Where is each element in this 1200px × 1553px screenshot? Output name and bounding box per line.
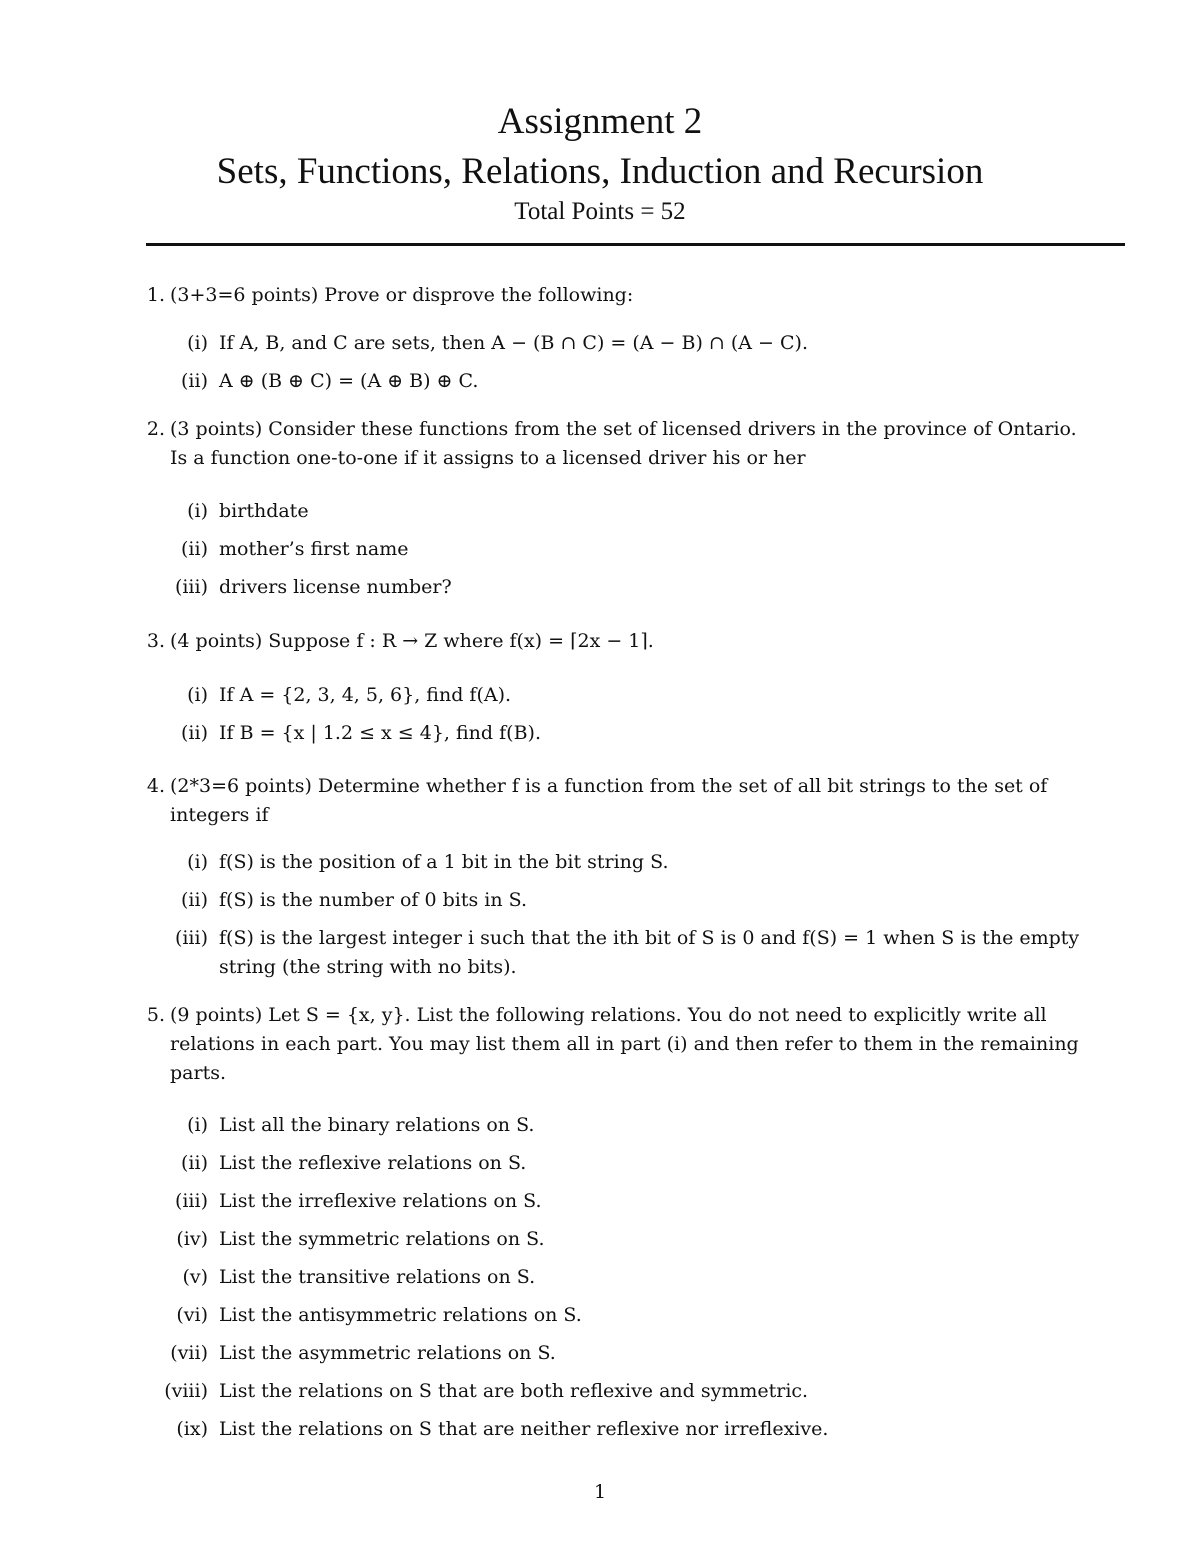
problem-1-number: 1. [146,284,165,306]
total-points: Total Points = 52 [514,198,686,225]
problem-2-text: (3 points) Consider these functions from the set of licensed drivers in the province of Ontario. Is a function one-to-one if it assigns to a licensed driver his or her [170,418,1077,469]
problem-5-item-label: (v) [182,1266,208,1288]
problem-5-item-label: (iii) [174,1190,208,1212]
document-subtitle: Sets, Functions, Relations, Induction and Recursion [216,151,984,192]
problem-5-item-text: List the relations on S that are both reflexive and symmetric. [219,1380,809,1402]
problem-5-number: 5. [146,1004,165,1026]
problem-5-item-text: List the transitive relations on S. [219,1266,536,1288]
problem-4-text: (2*3=6 points) Determine whether f is a function from the set of all bit strings to the set of integers if [170,775,1048,826]
problem-5-item-text: List the relations on S that are neither reflexive nor irreflexive. [219,1418,829,1440]
problem-4-item-text: f(S) is the position of a 1 bit in the bit string S. [219,851,669,873]
problem-5-item-label: (ix) [176,1418,208,1440]
problem-4-item-label: (ii) [181,889,208,911]
problem-3-item-label: (i) [187,684,208,706]
problem-5-item-text: List all the binary relations on S. [219,1114,535,1136]
problem-5-item-text: List the antisymmetric relations on S. [219,1304,582,1326]
problem-2-item-label: (i) [187,500,208,522]
problem-5-item-text: List the reflexive relations on S. [219,1152,527,1174]
problem-4-item-text: f(S) is the largest integer i such that the ith bit of S is 0 and f(S) = 1 when S is the empty string (the string with no bits). [219,927,1080,978]
problem-5-item-label: (iv) [176,1228,208,1250]
problem-1-item-text: If A, B, and C are sets, then A − (B ∩ C) = (A − B) ∩ (A − C). [219,332,808,354]
problem-1-text: (3+3=6 points) Prove or disprove the following: [170,284,634,306]
problem-1-item-text: A ⊕ (B ⊕ C) = (A ⊕ B) ⊕ C. [219,370,479,392]
problem-5-item-label: (i) [187,1114,208,1136]
problem-5-item-label: (vi) [176,1304,208,1326]
problem-3-text: (4 points) Suppose f : R → Z where f(x) = ⌈2x − 1⌉. [170,630,654,652]
problem-1-item-label: (ii) [181,370,208,392]
problem-5-item-text: List the asymmetric relations on S. [219,1342,556,1364]
problem-3-item-text: If B = {x | 1.2 ≤ x ≤ 4}, find f(B). [219,722,541,744]
problem-1-item-label: (i) [187,332,208,354]
problem-5-item-label: (ii) [181,1152,208,1174]
problem-5-item-text: List the symmetric relations on S. [219,1228,545,1250]
problem-2-item-label: (ii) [181,538,208,560]
problem-4-number: 4. [146,775,165,797]
problem-3-item-text: If A = {2, 3, 4, 5, 6}, find f(A). [219,684,512,706]
problem-5-item-label: (viii) [164,1380,208,1402]
problem-2-item-text: drivers license number? [219,576,452,598]
document-title: Assignment 2 [497,101,703,142]
problem-2-item-text: birthdate [219,500,309,522]
problem-5-item-text: List the irreflexive relations on S. [219,1190,542,1212]
problem-4-item-text: f(S) is the number of 0 bits in S. [219,889,527,911]
problem-4-item-label: (i) [187,851,208,873]
problem-4-item-label: (iii) [174,927,208,949]
page-number: 1 [593,1481,607,1503]
problem-3-number: 3. [146,630,165,652]
problem-2-number: 2. [146,418,165,440]
problem-2-item-label: (iii) [174,576,208,598]
problem-3-item-label: (ii) [181,722,208,744]
problem-5-item-label: (vii) [170,1342,208,1364]
problem-5-text: (9 points) Let S = {x, y}. List the following relations. You do not need to explicitly write all relations in each part. You may list them all in part (i) and then refer to them in the remaining parts. [170,1004,1079,1084]
problem-2-item-text: mother’s first name [219,538,409,560]
